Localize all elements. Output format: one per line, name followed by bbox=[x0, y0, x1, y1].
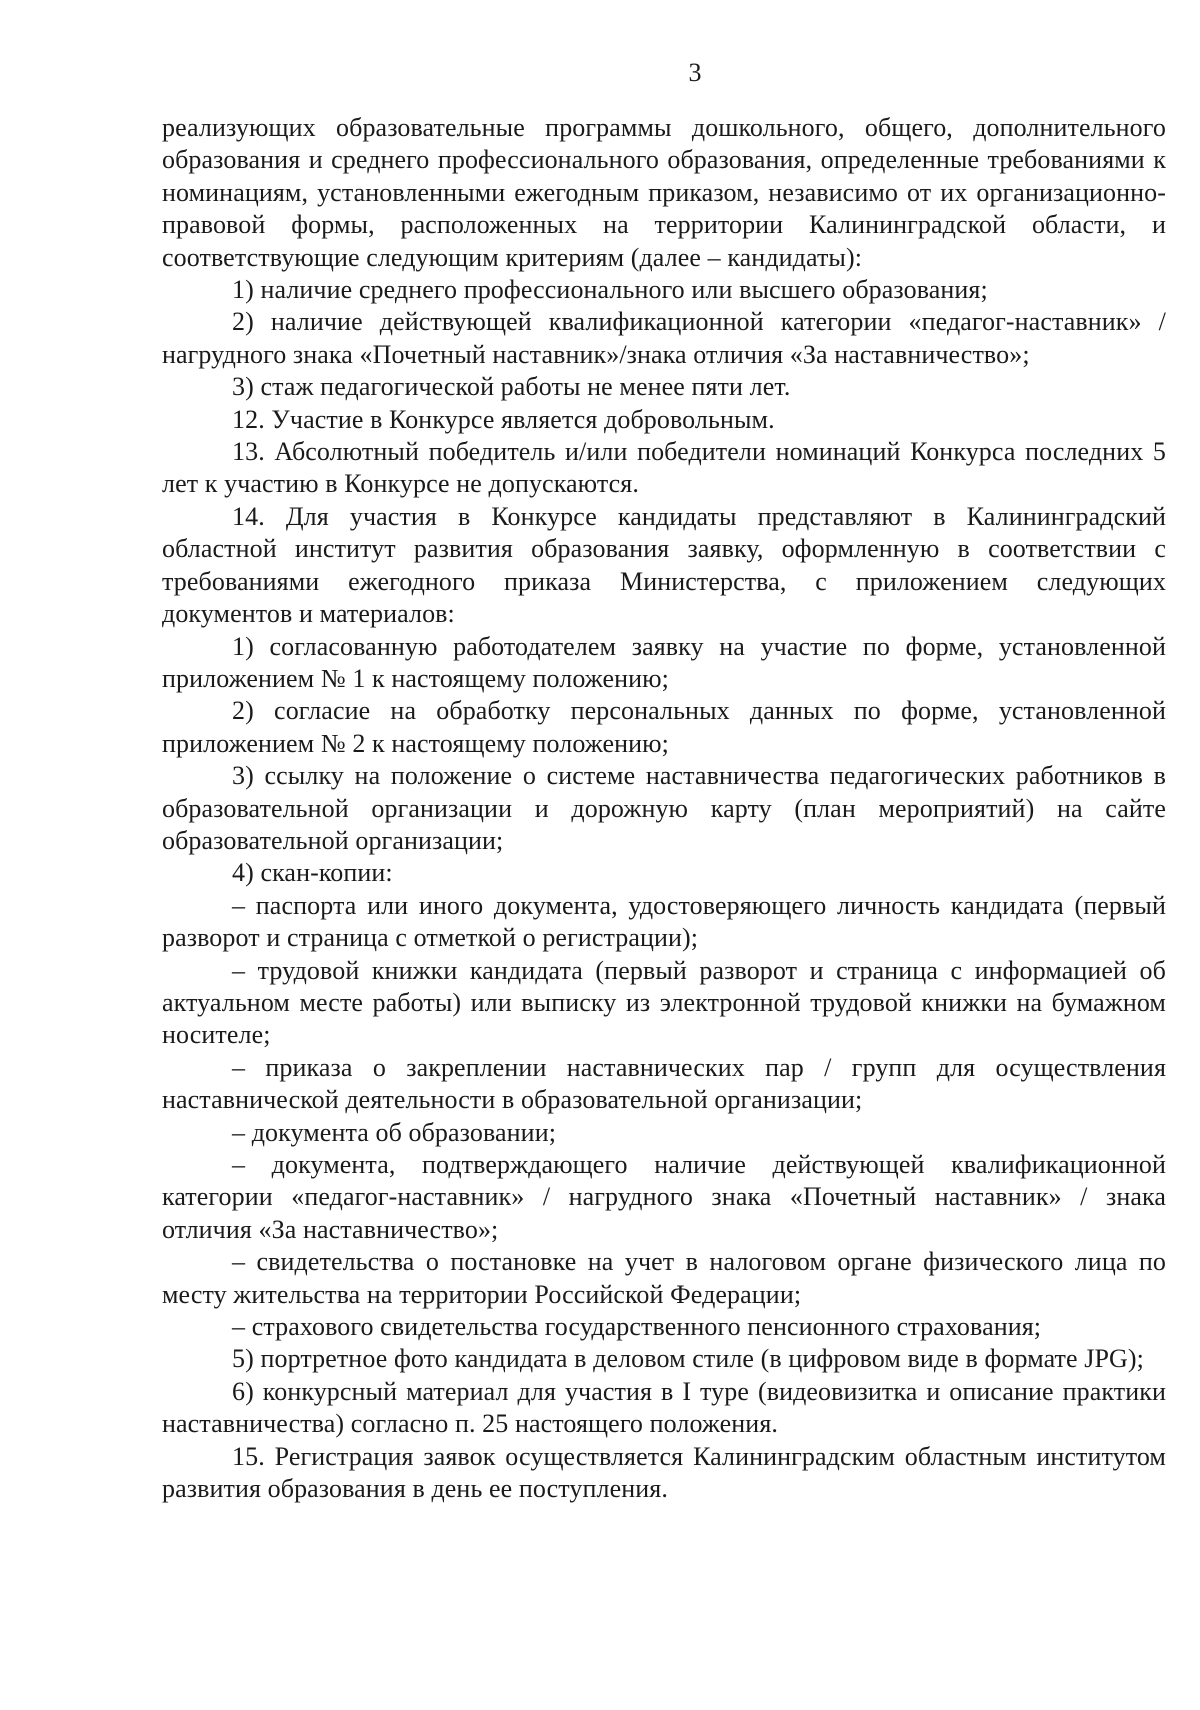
scan-copy-qualification-document: – документа, подтверждающего наличие действующей квалификационной категории «педагог-наставник» / нагрудного знака «Почетный наставник» / знака отличия «За наставничество»; bbox=[162, 1150, 1166, 1244]
clause-14: 14. Для участия в Конкурсе кандидаты представляют в Калининградский областной институт развития образования заявку, оформленную в соответствии с требованиями ежегодного приказа Министерства, с приложением следующих документов и материалов: bbox=[162, 501, 1166, 629]
criterion-2: 2) наличие действующей квалификационной категории «педагог-наставник» /нагрудного знака «Почетный наставник»/знака отличия «За наставничество»; bbox=[162, 307, 1166, 369]
document-item-4: 4) скан-копии: bbox=[232, 858, 393, 888]
scan-copy-passport: – паспорта или иного документа, удостоверяющего личность кандидата (первый разворот и страница с отметкой о регистрации); bbox=[162, 890, 1166, 953]
document-item-1: 1) согласованную работодателем заявку на участие по форме, установленной приложением № 1 к настоящему положению; bbox=[162, 631, 1166, 693]
document-item-5: 5) портретное фото кандидата в деловом стиле (в цифровом виде в формате JPG); bbox=[232, 1344, 1144, 1374]
document-body bbox=[162, 112, 1166, 1505]
document-item-3: 3) ссылку на положение о системе наставничества педагогических работников в образовательной организации и дорожную карту (план мероприятий) на сайте образовательной организации; bbox=[162, 761, 1166, 855]
clause-13: 13. Абсолютный победитель и/или победители номинаций Конкурса последних 5 лет к участию в Конкурсе не допускаются. bbox=[162, 437, 1166, 499]
criterion-3: 3) стаж педагогической работы не менее пяти лет. bbox=[232, 372, 791, 402]
scan-copy-insurance-certificate: – страхового свидетельства государственного пенсионного страхования; bbox=[232, 1312, 1042, 1342]
scan-copy-education-document: – документа об образовании; bbox=[232, 1117, 557, 1147]
scan-copy-mentoring-order: – приказа о закреплении наставнических пар / групп для осуществления наставнической деятельности в образовательной организации; bbox=[162, 1052, 1166, 1115]
clause-12: 12. Участие в Конкурсе является добровольным. bbox=[232, 404, 775, 434]
criterion-1: 1) наличие среднего профессионального или высшего образования; bbox=[232, 275, 988, 305]
scan-copy-tax-certificate: – свидетельства о постановке на учет в налоговом органе физического лица по месту жительства на территории Российской Федерации; bbox=[162, 1247, 1166, 1309]
paragraph-intro: реализующих образовательные программы дошкольного, общего, дополнительного образования и среднего профессионального образования, определенные требованиями к номинациям, установленными ежегодным приказом, независимо от их организационно-правовой формы, расположенных на территории Калининградской области, и соответствующие следующим критериям (далее – кандидаты): bbox=[162, 113, 1166, 272]
page-number: 3 bbox=[688, 58, 702, 87]
scan-copy-work-book: – трудовой книжки кандидата (первый разворот и страница с информацией об актуальном месте работы) или выписку из электронной трудовой книжки на бумажном носителе; bbox=[162, 955, 1166, 1050]
document-item-2: 2) согласие на обработку персональных данных по форме, установленной приложением № 2 к настоящему положению; bbox=[162, 696, 1166, 758]
document-item-6: 6) конкурсный материал для участия в I туре (видеовизитка и описание практики наставничества) согласно п. 25 настоящего положения. bbox=[162, 1376, 1166, 1439]
clause-15: 15. Регистрация заявок осуществляется Калининградским областным институтом развития образования в день ее поступления. bbox=[162, 1441, 1166, 1504]
